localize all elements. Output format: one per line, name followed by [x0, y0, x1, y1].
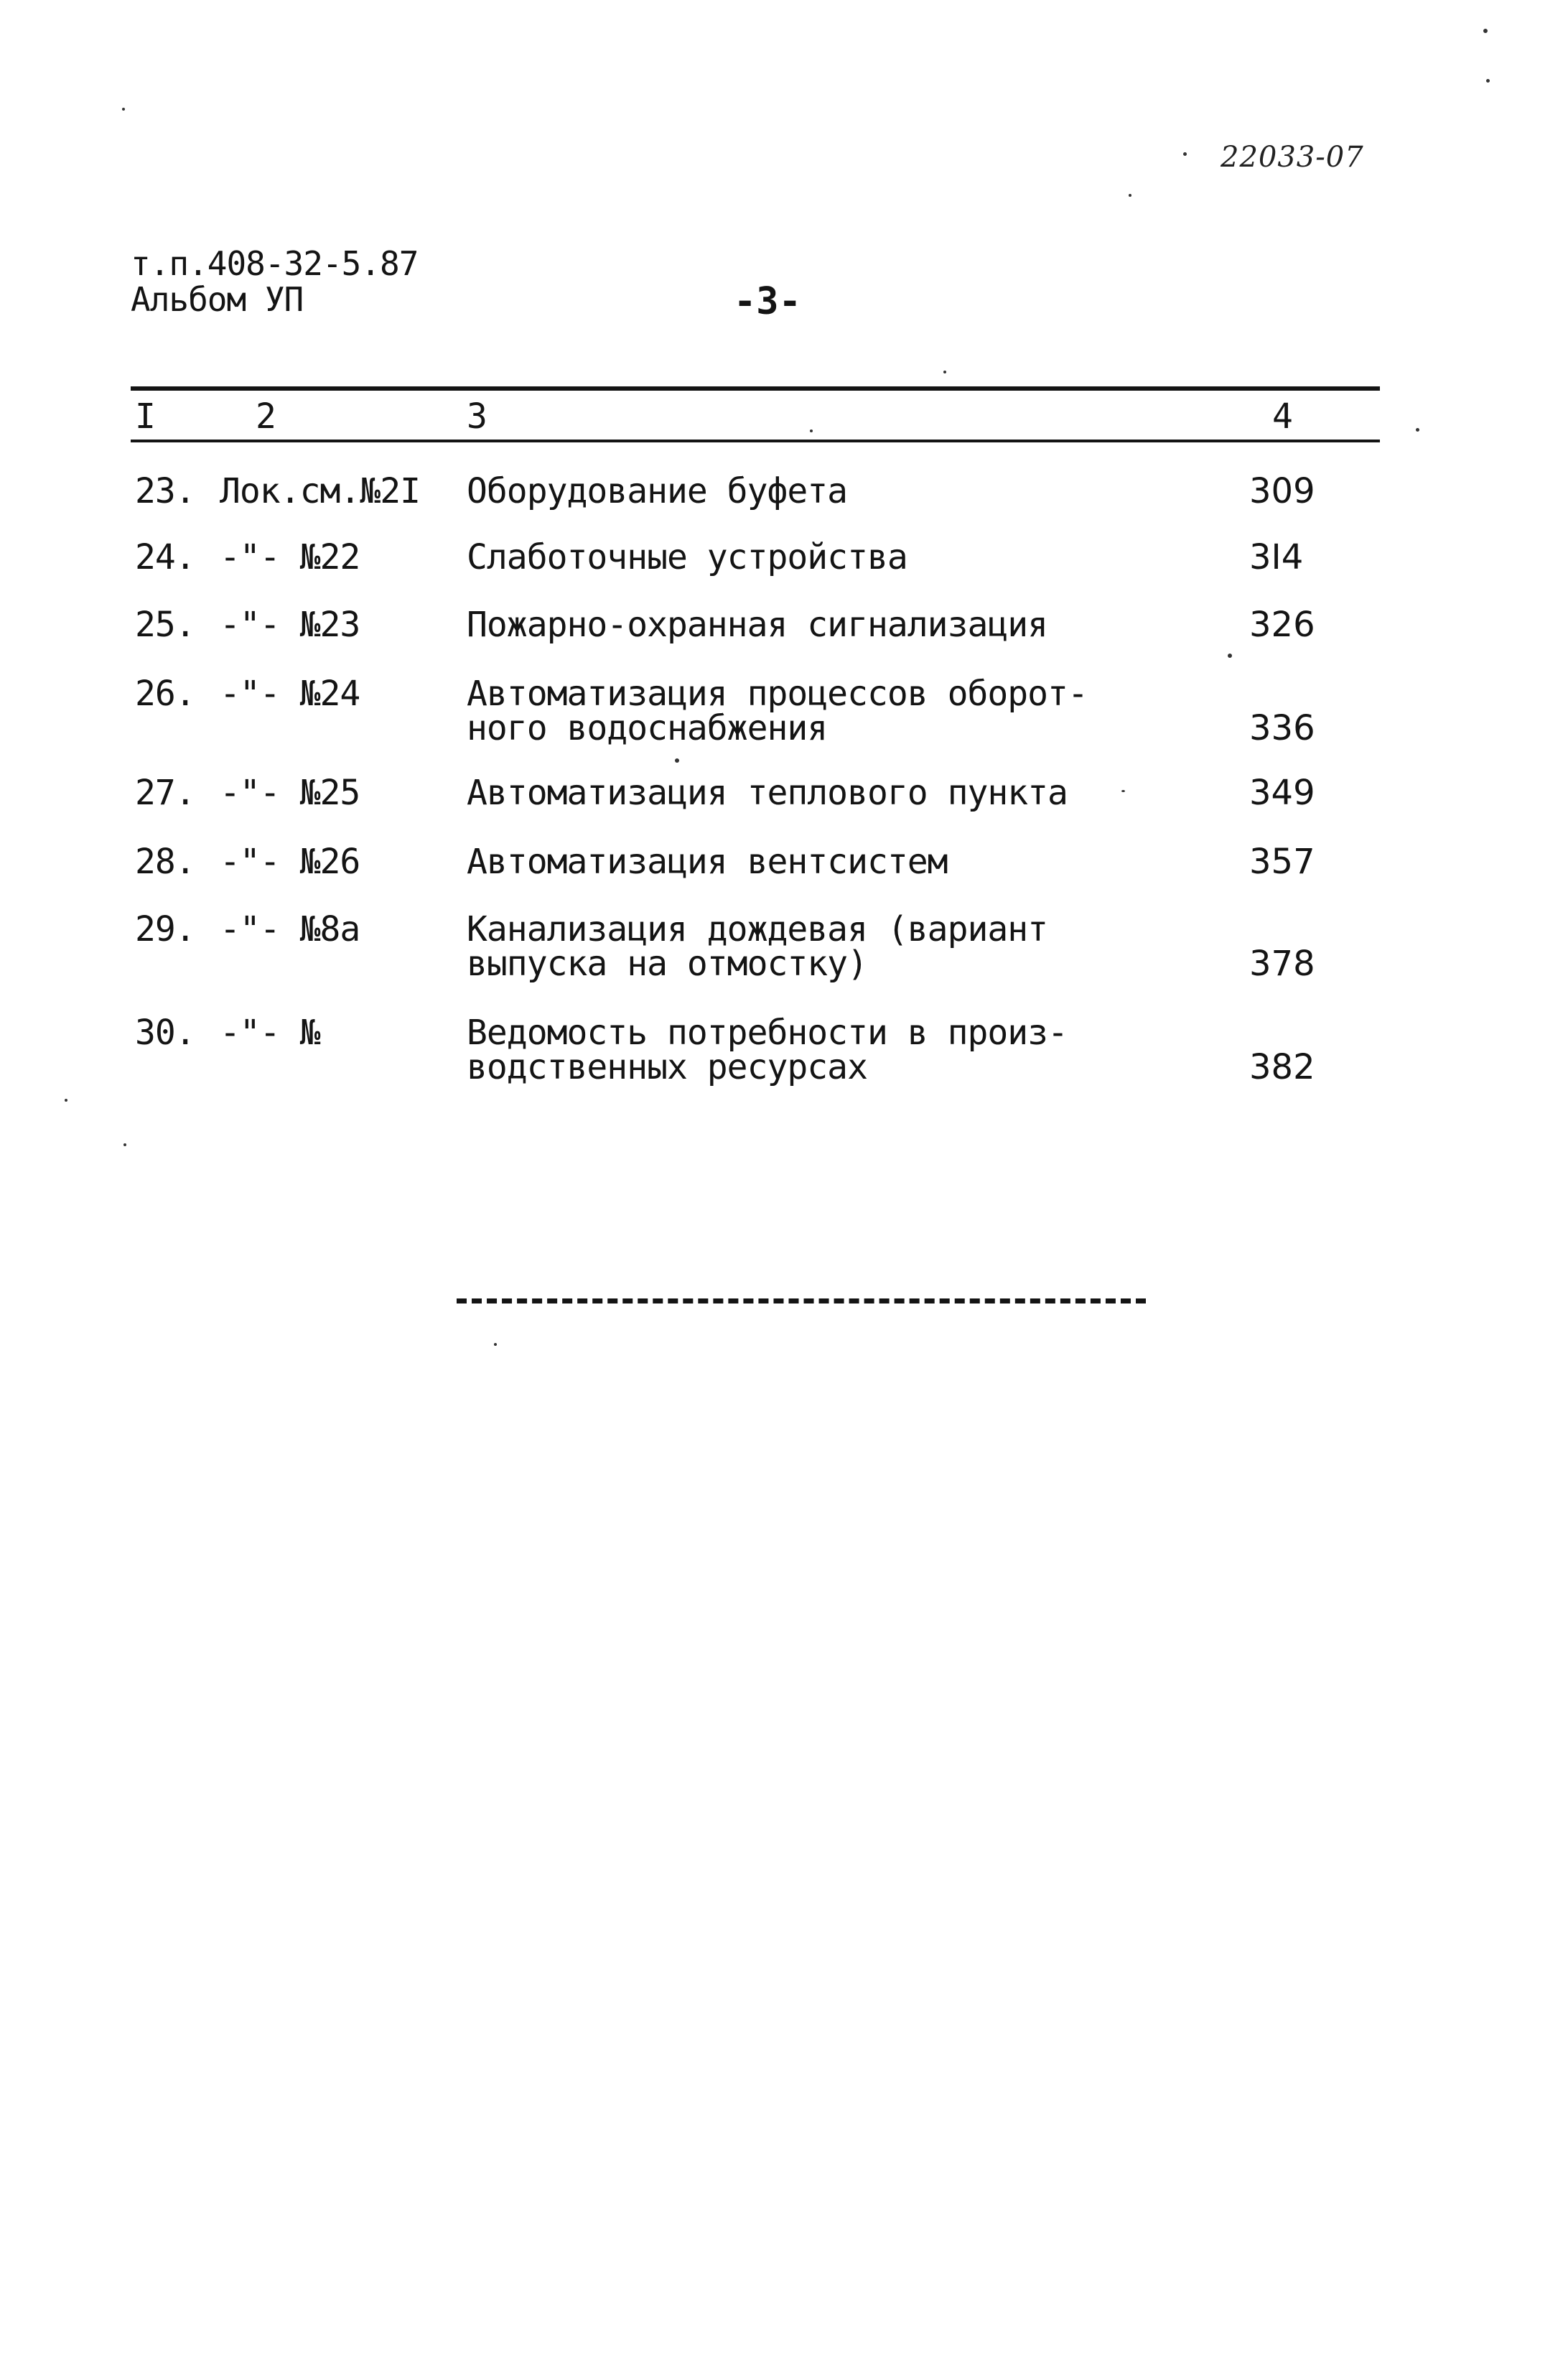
scan-speck	[122, 108, 125, 111]
row-title-line: Оборудование буфета	[467, 471, 848, 511]
column-header-4: 4	[1272, 396, 1293, 437]
scan-speck	[810, 429, 813, 432]
row-page: 349	[1249, 773, 1315, 813]
row-page: 309	[1249, 471, 1315, 511]
row-number: 25.	[135, 605, 195, 645]
row-title	[467, 1013, 1068, 1087]
row-title-line: выпуска на отмостку)	[467, 944, 867, 984]
column-header-2: 2	[256, 396, 276, 437]
page-number: -3-	[734, 280, 801, 323]
row-page: 3I4	[1249, 537, 1304, 577]
scan-speck	[1183, 152, 1187, 156]
scan-speck	[1486, 79, 1490, 83]
scan-speck	[1228, 654, 1232, 658]
row-title-line: Канализация дождевая (вариант	[467, 909, 1048, 949]
row-reference: -"- №	[220, 1013, 320, 1053]
row-page: 357	[1249, 842, 1315, 882]
row-reference: Лок.см.№2I	[220, 471, 420, 511]
scan-speck	[675, 758, 679, 763]
scan-speck	[1483, 29, 1488, 33]
row-title-line: ного водоснабжения	[467, 708, 828, 748]
archive-number: 22033-07	[1221, 141, 1364, 174]
row-title	[467, 674, 1088, 748]
table-header-rule	[131, 440, 1380, 442]
scan-speck	[1129, 194, 1131, 197]
row-title-line: Автоматизация вентсистем	[467, 842, 948, 882]
row-reference: -"- №26	[220, 842, 360, 882]
row-reference: -"- №23	[220, 605, 360, 645]
row-title-line: водственных ресурсах	[467, 1047, 867, 1087]
row-title	[467, 842, 948, 882]
row-reference: -"- №25	[220, 773, 360, 813]
album-label: Альбом УП	[131, 280, 304, 319]
row-reference: -"- №22	[220, 537, 360, 577]
row-number: 23.	[135, 471, 195, 511]
table-top-rule	[131, 386, 1380, 391]
row-title-line: Слаботочные устройства	[467, 537, 907, 577]
row-title-line: Пожарно-охранная сигнализация	[467, 605, 1048, 645]
end-dash-line	[457, 1298, 1146, 1303]
row-number: 26.	[135, 674, 195, 714]
column-header-1: I	[135, 396, 156, 437]
row-reference: -"- №8а	[220, 909, 360, 949]
row-page: 378	[1249, 944, 1315, 984]
row-title-line: Ведомость потребности в произ-	[467, 1013, 1068, 1053]
row-number: 24.	[135, 537, 195, 577]
scan-speck	[943, 371, 946, 373]
document-code: т.п.408-32-5.87	[131, 244, 419, 283]
row-number: 29.	[135, 909, 195, 949]
row-number: 27.	[135, 773, 195, 813]
row-page: 326	[1249, 605, 1315, 645]
row-title	[467, 605, 1048, 645]
scan-speck	[1416, 428, 1419, 432]
scan-speck	[494, 1343, 497, 1346]
row-number: 28.	[135, 842, 195, 882]
row-title	[467, 909, 1048, 984]
row-title	[467, 537, 907, 577]
row-title	[467, 773, 1068, 813]
row-title	[467, 471, 848, 511]
scan-speck	[123, 1143, 126, 1146]
row-number: 30.	[135, 1013, 195, 1053]
scan-speck	[1121, 790, 1125, 792]
row-title-line: Автоматизация теплового пункта	[467, 773, 1068, 813]
scan-speck	[65, 1099, 67, 1102]
column-header-3: 3	[467, 396, 487, 437]
row-title-line: Автоматизация процессов оборот-	[467, 674, 1088, 714]
row-reference: -"- №24	[220, 674, 360, 714]
row-page: 336	[1249, 708, 1315, 748]
row-page: 382	[1249, 1047, 1315, 1087]
